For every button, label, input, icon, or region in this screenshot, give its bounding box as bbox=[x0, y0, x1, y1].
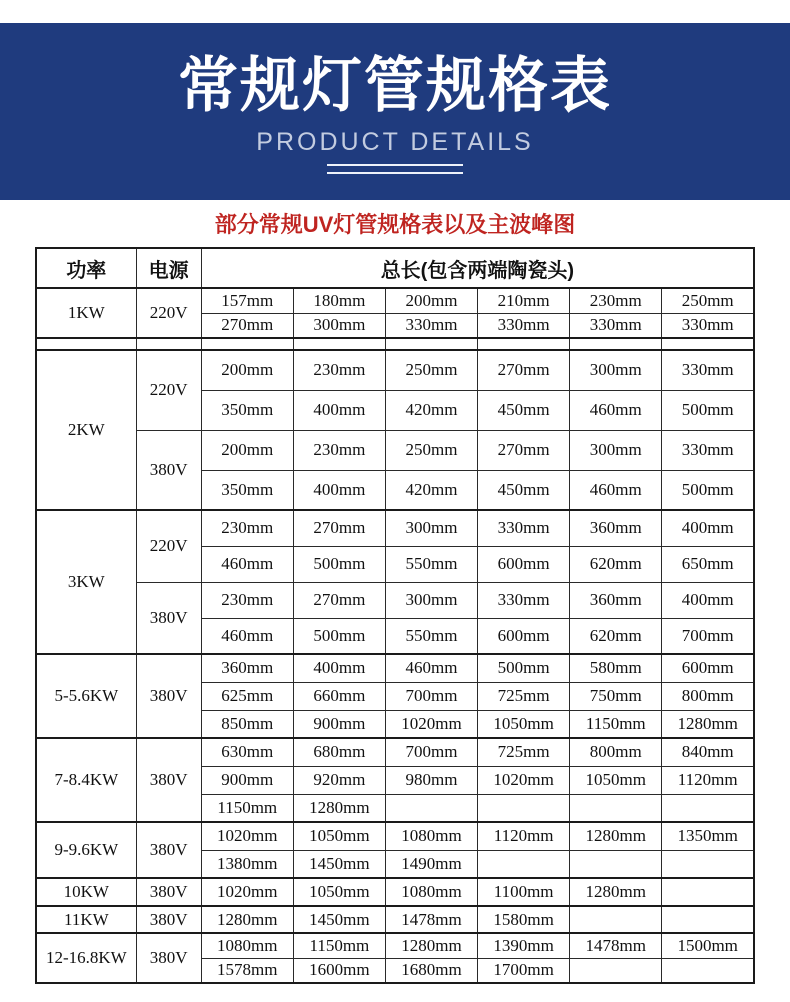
length-cell: 500mm bbox=[293, 546, 385, 582]
length-cell: 630mm bbox=[201, 738, 293, 766]
length-cell: 1280mm bbox=[570, 822, 662, 850]
length-cell: 200mm bbox=[385, 288, 477, 313]
page-title: 常规灯管规格表 bbox=[178, 52, 612, 119]
length-cell bbox=[570, 906, 662, 933]
length-cell: 1600mm bbox=[293, 958, 385, 983]
length-cell: 920mm bbox=[293, 766, 385, 794]
length-cell bbox=[662, 958, 754, 983]
length-cell: 1280mm bbox=[570, 878, 662, 906]
table-header-row bbox=[36, 248, 754, 288]
length-cell: 750mm bbox=[570, 682, 662, 710]
length-cell: 330mm bbox=[662, 350, 754, 390]
length-cell: 360mm bbox=[570, 510, 662, 546]
length-cell: 230mm bbox=[570, 288, 662, 313]
length-cell: 250mm bbox=[385, 430, 477, 470]
length-cell: 1350mm bbox=[662, 822, 754, 850]
length-cell: 660mm bbox=[293, 682, 385, 710]
length-cell: 580mm bbox=[570, 654, 662, 682]
length-cell: 620mm bbox=[570, 618, 662, 654]
length-cell: 270mm bbox=[293, 510, 385, 546]
power-cell: 10KW bbox=[36, 878, 136, 906]
length-cell: 420mm bbox=[385, 390, 477, 430]
length-cell: 550mm bbox=[385, 618, 477, 654]
length-cell: 460mm bbox=[201, 546, 293, 582]
length-cell: 1700mm bbox=[478, 958, 570, 983]
length-cell: 450mm bbox=[478, 470, 570, 510]
length-cell bbox=[385, 794, 477, 822]
banner-subtitle: PRODUCT DETAILS bbox=[256, 128, 534, 156]
length-cell: 1450mm bbox=[293, 850, 385, 878]
length-cell: 800mm bbox=[570, 738, 662, 766]
length-cell: 550mm bbox=[385, 546, 477, 582]
length-cell: 300mm bbox=[293, 313, 385, 338]
length-cell: 360mm bbox=[570, 582, 662, 618]
length-cell: 330mm bbox=[478, 510, 570, 546]
voltage-cell: 220V bbox=[136, 350, 201, 430]
table-row bbox=[36, 878, 754, 906]
length-cell: 300mm bbox=[570, 430, 662, 470]
spacer-cell bbox=[136, 338, 201, 350]
length-cell: 840mm bbox=[662, 738, 754, 766]
length-cell: 400mm bbox=[293, 390, 385, 430]
length-cell: 1080mm bbox=[385, 822, 477, 850]
voltage-cell: 380V bbox=[136, 906, 201, 933]
length-cell: 1020mm bbox=[478, 766, 570, 794]
length-cell: 420mm bbox=[385, 470, 477, 510]
length-cell: 725mm bbox=[478, 738, 570, 766]
length-cell: 450mm bbox=[478, 390, 570, 430]
length-cell: 350mm bbox=[201, 470, 293, 510]
voltage-cell: 380V bbox=[136, 822, 201, 878]
length-cell bbox=[662, 794, 754, 822]
section-heading: 部分常规UV灯管规格表以及主波峰图 bbox=[214, 212, 576, 237]
table-row bbox=[36, 288, 754, 313]
length-cell: 1020mm bbox=[385, 710, 477, 738]
length-cell: 1050mm bbox=[293, 878, 385, 906]
length-cell: 300mm bbox=[570, 350, 662, 390]
decorative-double-line bbox=[327, 164, 463, 174]
length-cell: 400mm bbox=[293, 654, 385, 682]
power-cell: 12-16.8KW bbox=[36, 933, 136, 983]
length-cell: 725mm bbox=[478, 682, 570, 710]
voltage-cell: 380V bbox=[136, 654, 201, 738]
length-cell: 300mm bbox=[385, 510, 477, 546]
power-cell: 11KW bbox=[36, 906, 136, 933]
length-cell: 600mm bbox=[478, 618, 570, 654]
length-cell bbox=[662, 906, 754, 933]
power-cell: 2KW bbox=[36, 350, 136, 510]
length-cell: 200mm bbox=[201, 430, 293, 470]
length-cell: 900mm bbox=[201, 766, 293, 794]
length-cell: 200mm bbox=[201, 350, 293, 390]
length-cell: 1500mm bbox=[662, 933, 754, 958]
length-cell: 330mm bbox=[478, 313, 570, 338]
spacer-row bbox=[36, 338, 754, 350]
header-banner bbox=[0, 23, 790, 200]
length-cell bbox=[570, 850, 662, 878]
length-cell: 620mm bbox=[570, 546, 662, 582]
table-row bbox=[36, 906, 754, 933]
length-cell: 400mm bbox=[662, 582, 754, 618]
length-cell: 1050mm bbox=[570, 766, 662, 794]
table-row bbox=[36, 430, 754, 470]
length-cell: 1490mm bbox=[385, 850, 477, 878]
length-cell: 1020mm bbox=[201, 822, 293, 850]
length-cell: 850mm bbox=[201, 710, 293, 738]
length-cell: 1680mm bbox=[385, 958, 477, 983]
spacer-cell bbox=[570, 338, 662, 350]
length-cell: 1478mm bbox=[385, 906, 477, 933]
voltage-cell: 220V bbox=[136, 288, 201, 338]
length-cell: 1120mm bbox=[662, 766, 754, 794]
length-cell: 1150mm bbox=[293, 933, 385, 958]
table-row bbox=[36, 350, 754, 390]
spacer-cell bbox=[293, 338, 385, 350]
power-column-header: 功率 bbox=[36, 248, 136, 288]
length-cell: 700mm bbox=[385, 682, 477, 710]
length-cell bbox=[570, 958, 662, 983]
length-cell: 460mm bbox=[385, 654, 477, 682]
length-cell: 270mm bbox=[478, 350, 570, 390]
length-cell: 250mm bbox=[385, 350, 477, 390]
length-cell: 270mm bbox=[201, 313, 293, 338]
length-cell: 680mm bbox=[293, 738, 385, 766]
length-cell: 1578mm bbox=[201, 958, 293, 983]
power-cell: 1KW bbox=[36, 288, 136, 338]
length-cell: 1080mm bbox=[385, 878, 477, 906]
length-cell: 400mm bbox=[662, 510, 754, 546]
length-cell: 270mm bbox=[478, 430, 570, 470]
length-cell: 980mm bbox=[385, 766, 477, 794]
length-cell bbox=[478, 794, 570, 822]
length-cell bbox=[662, 850, 754, 878]
length-cell: 330mm bbox=[662, 430, 754, 470]
length-cell: 1150mm bbox=[570, 710, 662, 738]
length-cell: 210mm bbox=[478, 288, 570, 313]
length-column-header: 总长(包含两端陶瓷头) bbox=[201, 248, 754, 288]
length-cell: 230mm bbox=[293, 430, 385, 470]
length-cell: 1120mm bbox=[478, 822, 570, 850]
length-cell: 1478mm bbox=[570, 933, 662, 958]
length-cell: 230mm bbox=[293, 350, 385, 390]
length-cell: 600mm bbox=[478, 546, 570, 582]
length-cell: 1050mm bbox=[293, 822, 385, 850]
length-cell bbox=[570, 794, 662, 822]
length-cell: 500mm bbox=[662, 470, 754, 510]
voltage-cell: 380V bbox=[136, 738, 201, 822]
length-cell: 330mm bbox=[478, 582, 570, 618]
spacer-cell bbox=[385, 338, 477, 350]
table-row bbox=[36, 738, 754, 766]
length-cell: 500mm bbox=[293, 618, 385, 654]
length-cell: 1580mm bbox=[478, 906, 570, 933]
voltage-cell: 380V bbox=[136, 933, 201, 983]
length-cell: 157mm bbox=[201, 288, 293, 313]
voltage-cell: 220V bbox=[136, 510, 201, 582]
voltage-column-header: 电源 bbox=[136, 248, 201, 288]
length-cell bbox=[478, 850, 570, 878]
length-cell: 500mm bbox=[478, 654, 570, 682]
length-cell: 1080mm bbox=[201, 933, 293, 958]
length-cell: 460mm bbox=[201, 618, 293, 654]
table-row bbox=[36, 582, 754, 618]
length-cell: 500mm bbox=[662, 390, 754, 430]
power-cell: 5-5.6KW bbox=[36, 654, 136, 738]
length-cell: 650mm bbox=[662, 546, 754, 582]
length-cell: 230mm bbox=[201, 582, 293, 618]
voltage-cell: 380V bbox=[136, 582, 201, 654]
table-row bbox=[36, 654, 754, 682]
length-cell: 1150mm bbox=[201, 794, 293, 822]
length-cell: 400mm bbox=[293, 470, 385, 510]
length-cell: 460mm bbox=[570, 390, 662, 430]
power-cell: 9-9.6KW bbox=[36, 822, 136, 878]
length-cell: 1280mm bbox=[662, 710, 754, 738]
length-cell: 1390mm bbox=[478, 933, 570, 958]
length-cell: 350mm bbox=[201, 390, 293, 430]
table-row bbox=[36, 510, 754, 546]
length-cell: 330mm bbox=[570, 313, 662, 338]
spacer-cell bbox=[662, 338, 754, 350]
length-cell: 700mm bbox=[385, 738, 477, 766]
length-cell: 330mm bbox=[385, 313, 477, 338]
power-cell: 7-8.4KW bbox=[36, 738, 136, 822]
power-cell: 3KW bbox=[36, 510, 136, 654]
spacer-cell bbox=[201, 338, 293, 350]
length-cell: 1050mm bbox=[478, 710, 570, 738]
length-cell: 1020mm bbox=[201, 878, 293, 906]
spacer-cell bbox=[478, 338, 570, 350]
length-cell: 1280mm bbox=[385, 933, 477, 958]
length-cell: 1450mm bbox=[293, 906, 385, 933]
length-cell: 700mm bbox=[662, 618, 754, 654]
length-cell: 460mm bbox=[570, 470, 662, 510]
voltage-cell: 380V bbox=[136, 430, 201, 510]
length-cell: 1280mm bbox=[201, 906, 293, 933]
length-cell: 180mm bbox=[293, 288, 385, 313]
length-cell: 800mm bbox=[662, 682, 754, 710]
length-cell: 300mm bbox=[385, 582, 477, 618]
spacer-cell bbox=[36, 338, 136, 350]
length-cell: 900mm bbox=[293, 710, 385, 738]
length-cell: 1280mm bbox=[293, 794, 385, 822]
length-cell: 250mm bbox=[662, 288, 754, 313]
length-cell: 600mm bbox=[662, 654, 754, 682]
length-cell: 1380mm bbox=[201, 850, 293, 878]
length-cell bbox=[662, 878, 754, 906]
length-cell: 330mm bbox=[662, 313, 754, 338]
voltage-cell: 380V bbox=[136, 878, 201, 906]
table-row bbox=[36, 822, 754, 850]
spec-table bbox=[35, 247, 755, 984]
length-cell: 230mm bbox=[201, 510, 293, 546]
length-cell: 360mm bbox=[201, 654, 293, 682]
table-row bbox=[36, 933, 754, 958]
length-cell: 625mm bbox=[201, 682, 293, 710]
length-cell: 1100mm bbox=[478, 878, 570, 906]
length-cell: 270mm bbox=[293, 582, 385, 618]
